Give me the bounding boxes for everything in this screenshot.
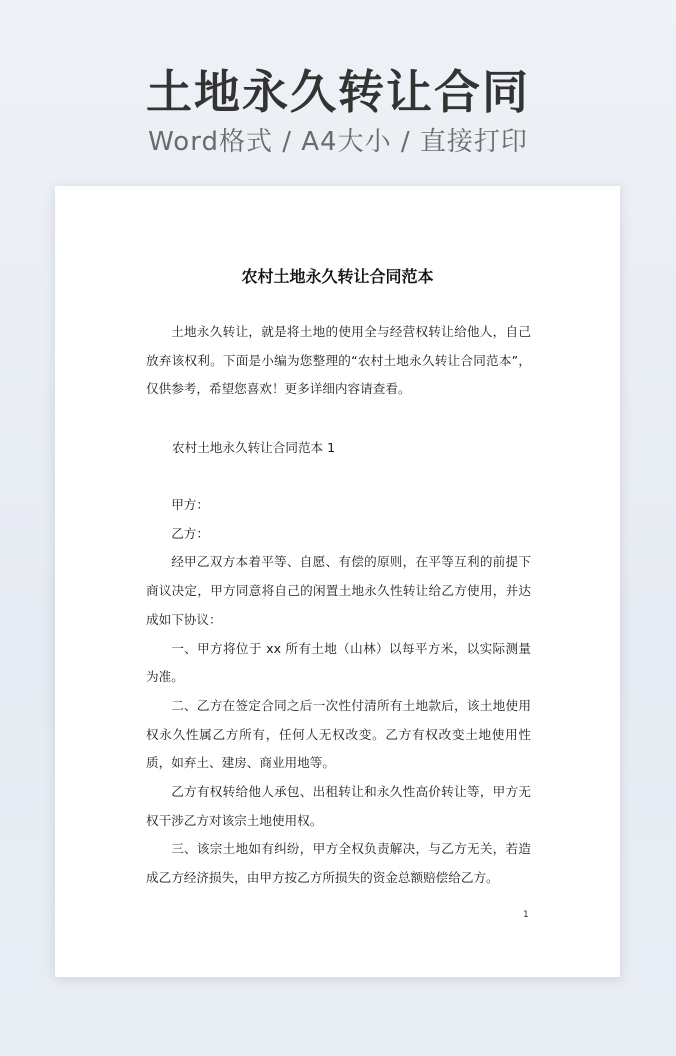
clause-2: 二、乙方在签定合同之后一次性付清所有土地款后，该土地使用权永久性属乙方所有，任何人无权改变。乙方有权改变土地使用性质，如弃土、建房、商业用地等。 bbox=[146, 697, 531, 771]
clause-1: 一、甲方将位于 xx 所有土地（山林）以每平方米，以实际测量为准。 bbox=[146, 640, 531, 685]
clause-3: 三、该宗土地如有纠纷，甲方全权负责解决，与乙方无关，若造成乙方经济损失，由甲方按乙方所损失的资金总额赔偿给乙方。 bbox=[146, 841, 531, 886]
party-a-line: 甲方： bbox=[171, 497, 209, 512]
party-b-line: 乙方： bbox=[171, 525, 209, 541]
banner-title: 土地永久转让合同 bbox=[146, 65, 530, 119]
document-title: 农村土地永久转让合同范本 bbox=[241, 267, 434, 286]
page-number: 1 bbox=[523, 910, 529, 920]
intro-paragraph bbox=[146, 318, 531, 404]
banner-subtitle: Word格式 / A4大小 / 直接打印 bbox=[148, 127, 528, 157]
document-page bbox=[55, 186, 620, 977]
banner bbox=[0, 62, 676, 160]
section-heading: 农村土地永久转让合同范本 1 bbox=[172, 440, 336, 455]
preamble-paragraph: 经甲乙双方本着平等、自愿、有偿的原则，在平等互利的前提下商议决定，甲方同意将自己的闲置土地永久性转让给乙方使用，并达成如下协议： bbox=[146, 554, 531, 627]
intro-text: 土地永久转让，就是将土地的使用全与经营权转让给他人，自己放弃该权利。下面是小编为您整理的“农村土地永久转让合同范本”，仅供参考，希望您喜欢！更多详细内容请查看。 bbox=[146, 324, 531, 397]
clause-2-continued: 乙方有权转给他人承包、出租转让和永久性高价转让等，甲方无权干涉乙方对该宗土地使用权。 bbox=[146, 784, 531, 828]
contract-body bbox=[146, 491, 531, 893]
